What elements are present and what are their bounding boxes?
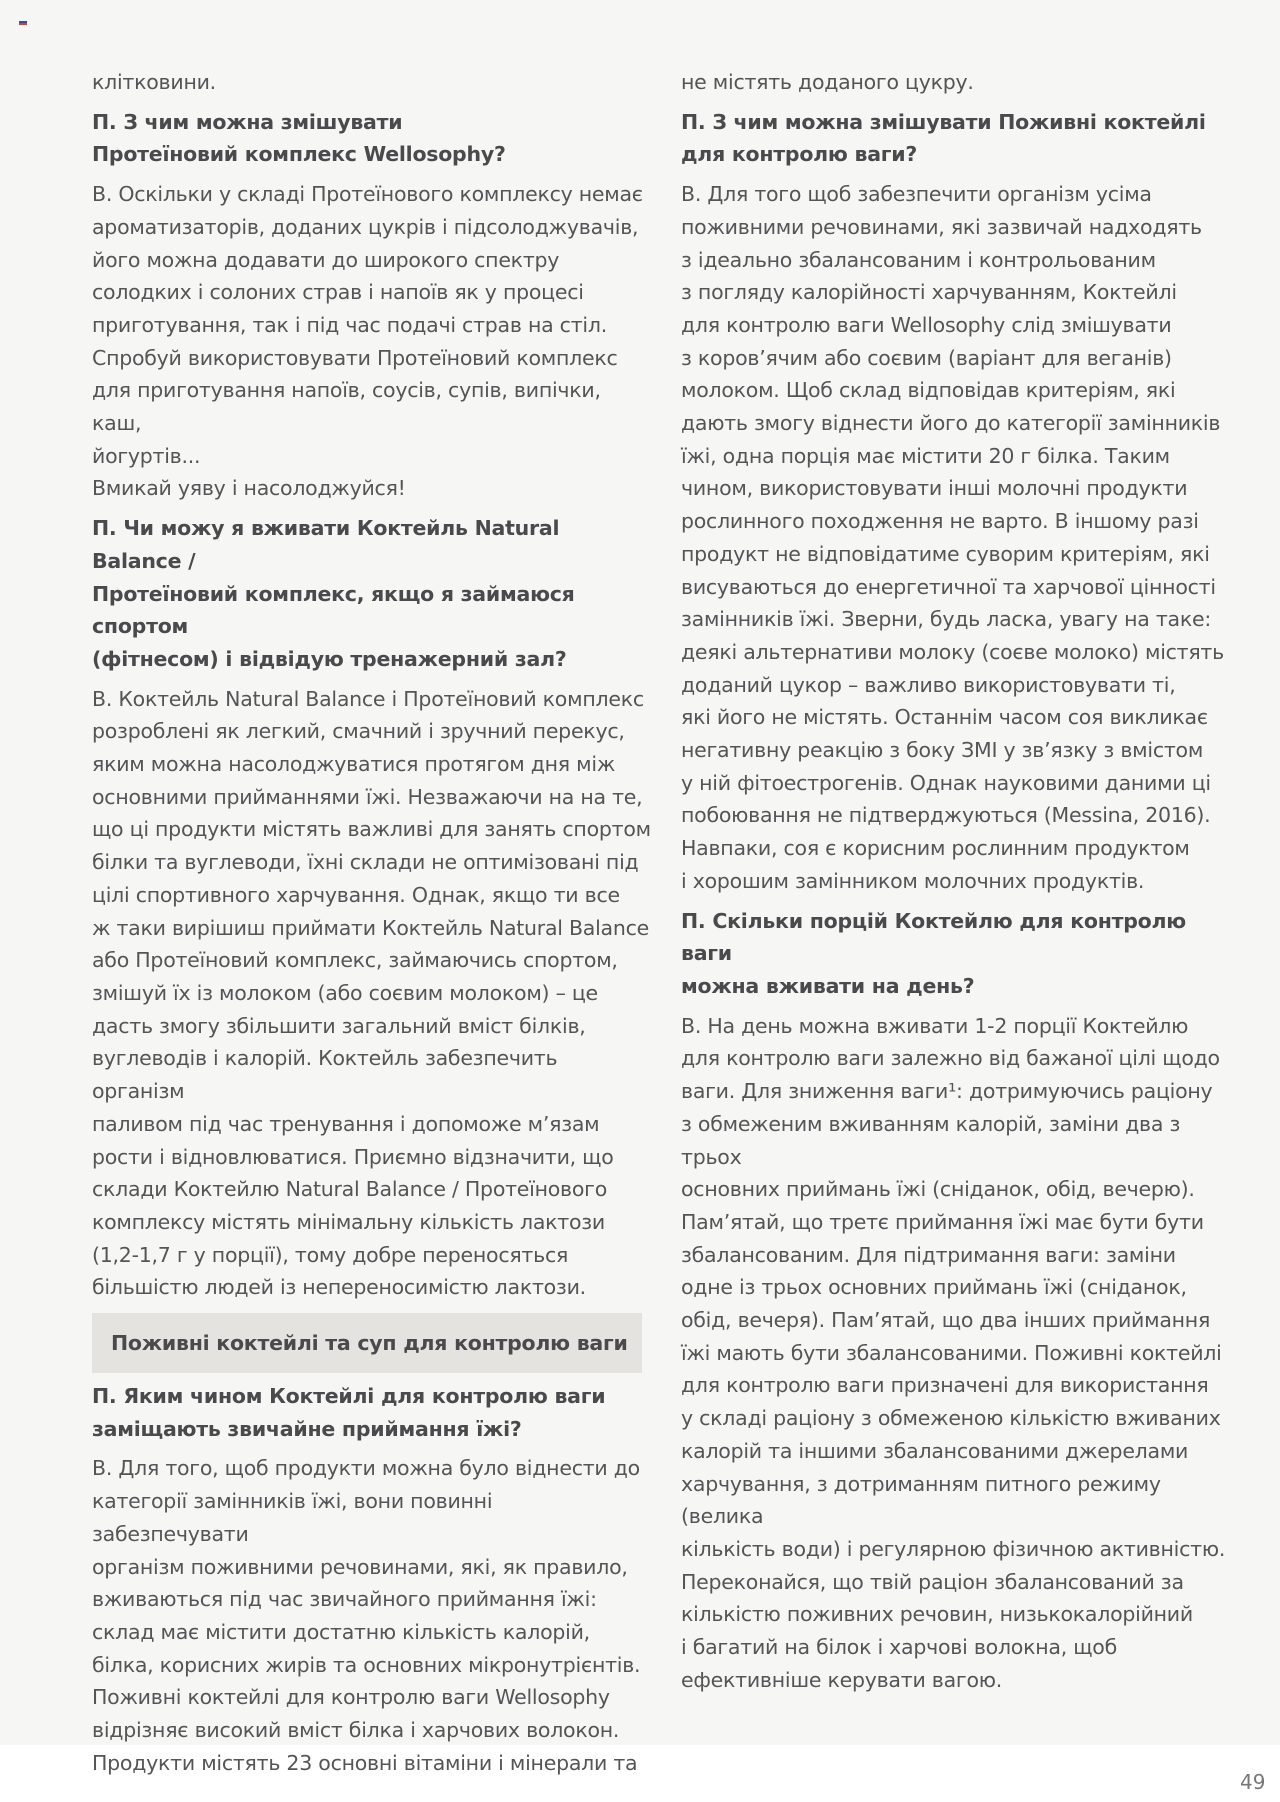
paragraph-continuation: не містять доданого цукру. [681, 70, 974, 94]
left-column [92, 66, 652, 1779]
question-heading: П. З чим можна змішувати Протеїновий комплекс Wellosophy? [92, 109, 506, 167]
question-heading: П. Чи можу я вживати Коктейль Natural Balance / Протеїновий комплекс, якщо я займаюся спортом (фітнесом) і відвідую тренажерний зал? [92, 516, 575, 671]
answer-paragraph: В. На день можна вживати 1-2 порції Коктейлю для контролю ваги залежно від бажаної цілі щодо ваги. Для зниження ваги¹: дотримуючись раціону з обмеженим вживанням калорій, заміни два з трьох основних приймань їжі (сніданок, обід, вечерю). Пам’ятай, що третє приймання їжі має бути бути збалансованим. Для підтримання ваги: заміни одне із трьох основних приймань їжі (сніданок, обід, вечеря). Пам’ятай, що два інших приймання їжі мають бути збалансованими. Поживні коктейлі для контролю ваги призначені для використання у складі раціону з обмеженою кількістю вживаних калорій та іншими збалансованими джерелами харчування, з дотриманням питного режиму (велика кількість води) і регулярною фізичною активністю. Переконайся, що твій раціон збалансований за кількістю поживних речовин, низькокалорійний і багатий на білок і харчові волокна, щоб ефективніше керувати вагою. [681, 1013, 1226, 1692]
answer-paragraph: В. Для того щоб забезпечити організм усіма поживними речовинами, які зазвичай надходять з ідеально збалансованим і контрольованим з погляду калорійності харчуванням, Коктейлі для контролю ваги Wellosophy слід змішувати з коров’ячим або соєвим (варіант для веганів) молоком. Щоб склад відповідав критеріям, які дають змогу віднести його до категорії замінників їжі, одна порція має містити 20 г білка. Таким чином, використовувати інші молочні продукти рослинного походження не варто. В іншому разі продукт не відповідатиме суворим критеріям, які висуваються до енергетичної та харчової цінності замінників їжі. Зверни, будь ласка, увагу на таке: деякі альтернативи молоку (соєве молоко) містять доданий цукор – важливо використовувати ті, які його не містять. Останнім часом соя викликає негативну реакцію з боку ЗМІ у зв’язку з вмістом у ній фітоестрогенів. Однак науковими даними ці побоювання не підтверджуються (Messina, 2016). Навпаки, соя є корисним рослинним продуктом і хорошим замінником молочних продуктів. [681, 182, 1224, 893]
answer-paragraph: В. Оскільки у складі Протеїнового комплексу немає ароматизаторів, доданих цукрів і підсолоджувачів, його можна додавати до широкого спектру солодких і солоних страв і напоїв як у процесі приготування, так і під час подачі страв на стіл. Спробуй використовувати Протеїновий комплекс для приготування напоїв, соусів, супів, випічки, каш, йогуртів... Вмикай уяву і насолоджуйся! [92, 182, 643, 501]
question-heading: П. З чим можна змішувати Поживні коктейлі для контролю ваги? [681, 109, 1206, 167]
page-number: 49 [1240, 1770, 1266, 1794]
section-title: Поживні коктейлі та суп для контролю ваги [111, 1331, 628, 1356]
question-heading: П. Яким чином Коктейлі для контролю ваги заміщають звичайне приймання їжі? [92, 1384, 606, 1441]
flag-icon [19, 21, 27, 27]
paragraph-continuation: клітковини. [92, 70, 216, 94]
right-column [681, 66, 1241, 1696]
answer-paragraph: В. Коктейль Natural Balance і Протеїновий комплекс розроблені як легкий, смачний і зручний перекус, яким можна насолоджуватися протягом дня між основними прийманнями їжі. Незважаючи на на те, що ці продукти містять важливі для занять спортом білки та вуглеводи, їхні склади не оптимізовані під цілі спортивного харчування. Однак, якщо ти все ж таки вирішиш приймати Коктейль Natural Balance або Протеїновий комплекс, займаючись спортом, змішуй їх із молоком (або соєвим молоком) – це дасть змогу збільшити загальний вміст білків, вуглеводів і калорій. Коктейль забезпечить організм паливом під час тренування і допоможе м’язам рости і відновлюватися. Приємно відзначити, що склади Коктейлю Natural Balance / Протеїнового комплексу містять мінімальну кількість лактози (1,2-1,7 г у порції), тому добре переносяться більшістю людей із непереносимістю лактози. [92, 686, 651, 1300]
question-heading: П. Скільки порцій Коктейлю для контролю ваги можна вживати на день? [681, 908, 1186, 998]
answer-paragraph: В. Для того, щоб продукти можна було віднести до категорії замінників їжі, вони повинні забезпечувати організм поживними речовинами, які, як правило, вживаються під час звичайного приймання їжі: склад має містити достатню кількість калорій, білка, корисних жирів та основних мікронутрієнтів. Поживні коктейлі для контролю ваги Wellosophy відрізняє високий вміст білка і харчових волокон. Продукти містять 23 основні вітаміни і мінерали та [92, 1456, 641, 1775]
section-title-box [92, 1313, 642, 1373]
